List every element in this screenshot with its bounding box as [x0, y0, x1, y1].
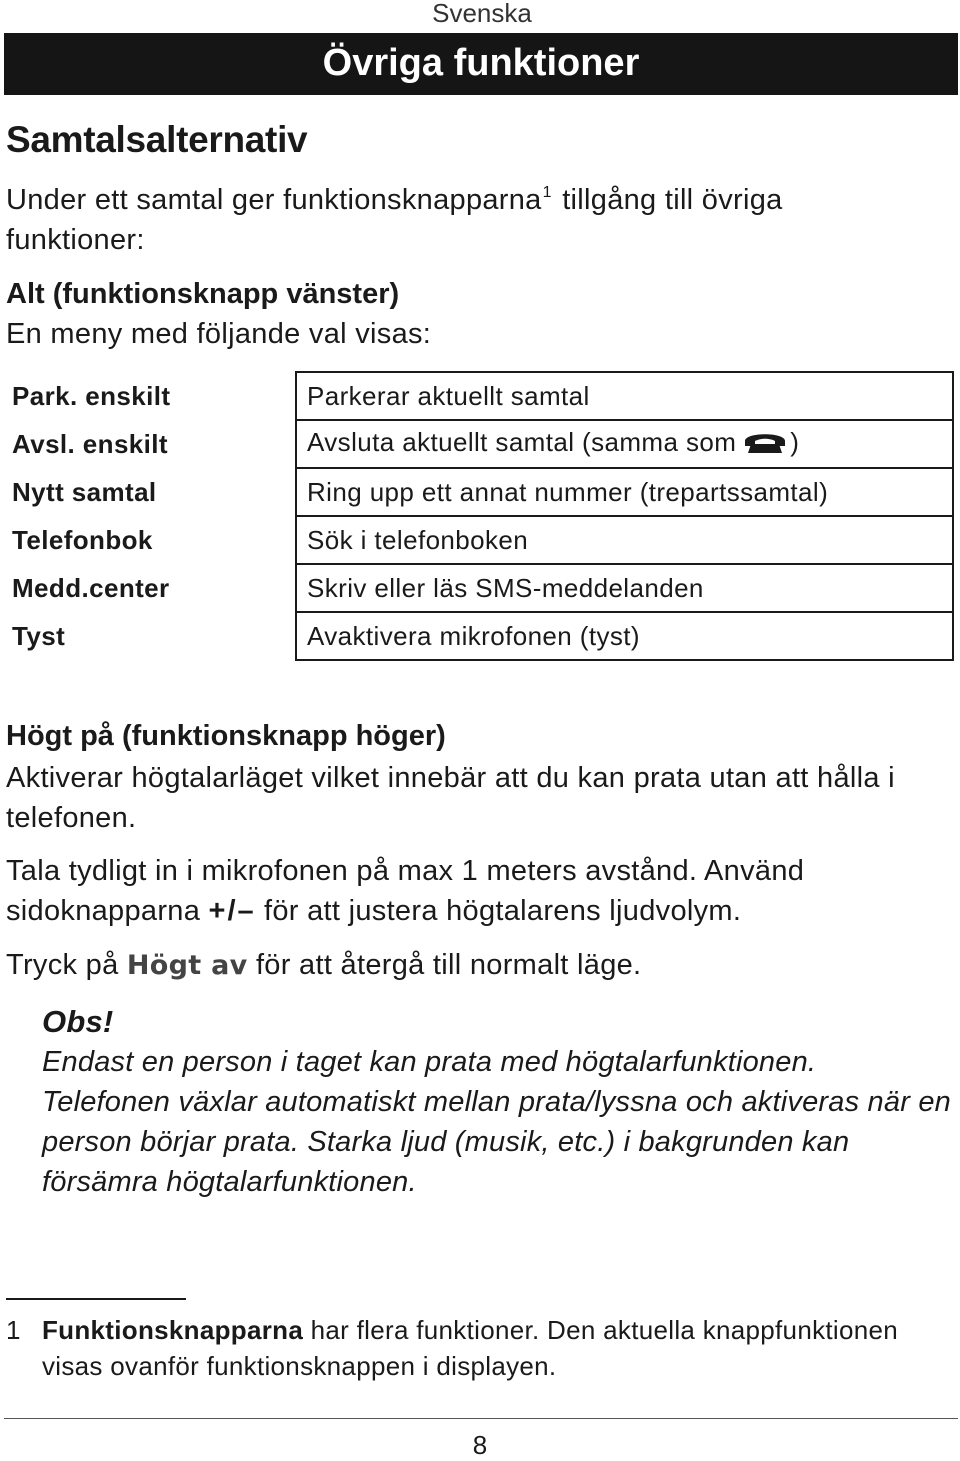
table-row — [4, 420, 953, 468]
option-value-cell — [296, 420, 953, 468]
options-table — [4, 371, 954, 661]
volume-text-cont: för att justera högtalarens ljudvolym. — [264, 895, 742, 927]
table-row — [4, 372, 953, 420]
option-key: Avsl. enskilt — [12, 428, 168, 459]
alt-description: En meny med följande val visas: — [6, 318, 432, 350]
volume-instruction — [6, 851, 946, 931]
note-box — [42, 1002, 952, 1202]
page-title: Övriga funktioner — [4, 33, 958, 95]
handsfree-description: Aktiverar högtalarläget vilket innebär att du kan prata utan att hålla i telefonen. — [6, 762, 895, 834]
footnote-term: Funktionsknapparna — [42, 1315, 304, 1345]
option-value: Parkerar aktuellt samtal — [296, 372, 953, 420]
intro-paragraph — [6, 173, 906, 260]
table-row — [4, 516, 953, 564]
option-value: Sök i telefonboken — [296, 516, 953, 564]
footnote-text — [42, 1312, 942, 1384]
table-row — [4, 564, 953, 612]
footnote-divider — [6, 1298, 186, 1300]
return-text-cont: för att återgå till normalt läge. — [255, 949, 642, 981]
option-key: Tyst — [12, 620, 66, 651]
footnote-reference: 1 — [542, 184, 552, 201]
note-label: Obs! — [42, 1004, 114, 1039]
return-instruction — [6, 945, 641, 986]
option-key: Nytt samtal — [12, 476, 157, 507]
phone-handset-icon — [742, 429, 788, 462]
option-value-suffix: ) — [790, 426, 800, 457]
option-value: Avsluta aktuellt samtal (samma som — [307, 426, 737, 457]
note-text: Endast en person i taget kan prata med högtalarfunktionen. Telefonen växlar automatiskt mellan prata/lyssna och aktiveras när en person börjar prata. Starka ljud (musik, etc.) i bakgrunden kan försämra högtalarfunktionen. — [42, 1046, 951, 1198]
option-value: Skriv eller läs SMS-meddelanden — [296, 564, 953, 612]
footnote-number: 1 — [6, 1315, 21, 1345]
volume-keys: +/– — [208, 895, 256, 927]
table-row — [4, 612, 953, 660]
handsfree-heading: Högt på (funktionsknapp höger) — [6, 720, 446, 752]
alt-heading: Alt (funktionsknapp vänster) — [6, 278, 400, 310]
table-row — [4, 468, 953, 516]
option-key: Park. enskilt — [12, 380, 171, 411]
option-value: Ring upp ett annat nummer (trepartssamtal) — [296, 468, 953, 516]
page-footer-divider — [4, 1418, 958, 1419]
volume-text: Tala tydligt in i mikrofonen på max 1 meters avstånd. Använd sidoknapparna — [6, 855, 805, 927]
intro-text: Under ett samtal ger funktionsknapparna — [6, 184, 542, 216]
footnote-body: har flera funktioner. Den aktuella knappfunktionen visas ovanför funktionsknappen i displayen. — [42, 1315, 899, 1381]
option-key: Medd.center — [12, 572, 170, 603]
language-label: Svenska — [432, 0, 532, 28]
option-key: Telefonbok — [12, 524, 153, 555]
option-value: Avaktivera mikrofonen (tyst) — [296, 612, 953, 660]
intro-text-cont: tillgång till övriga funktioner: — [6, 184, 783, 256]
return-text: Tryck på — [6, 949, 119, 981]
section-heading: Samtalsalternativ — [6, 119, 308, 160]
hogt-av-key: Högt av — [126, 950, 248, 981]
page-number: 8 — [472, 1430, 488, 1460]
